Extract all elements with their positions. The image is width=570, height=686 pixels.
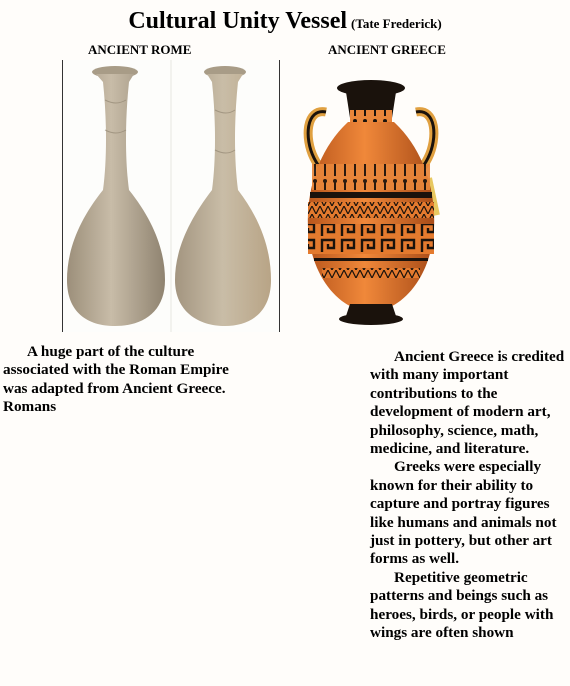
bottle-left [67,66,165,326]
author-text: (Tate Frederick) [351,16,442,31]
rome-label: ANCIENT ROME [88,42,192,57]
greece-label: ANCIENT GREECE [328,42,446,57]
rome-paragraph-text: A huge part of the culture associated with the Roman Empire was adapted from Ancient Greece. Romans [3,343,229,416]
greece-paragraph-3: Repetitive geometric patterns and beings such as heroes, birds, or people with wings are often shown [370,568,554,642]
page-title [0,8,570,35]
title-text: Cultural Unity Vessel [128,8,348,34]
greece-paragraph-2: Greeks were especially known for their ability to capture and portray figures like humans and animals not just in pottery, but other art forms as well. [370,458,557,568]
greece-paragraph-1: Ancient Greece is credited with many important contributions to the development of modern art, philosophy, science, math, medicine, and literature. [370,348,565,458]
bottle-right [175,66,271,326]
greek-amphora-image [300,78,442,326]
roman-bottles-image [62,60,280,332]
rome-paragraph [3,343,235,417]
greece-paragraphs [370,348,565,643]
